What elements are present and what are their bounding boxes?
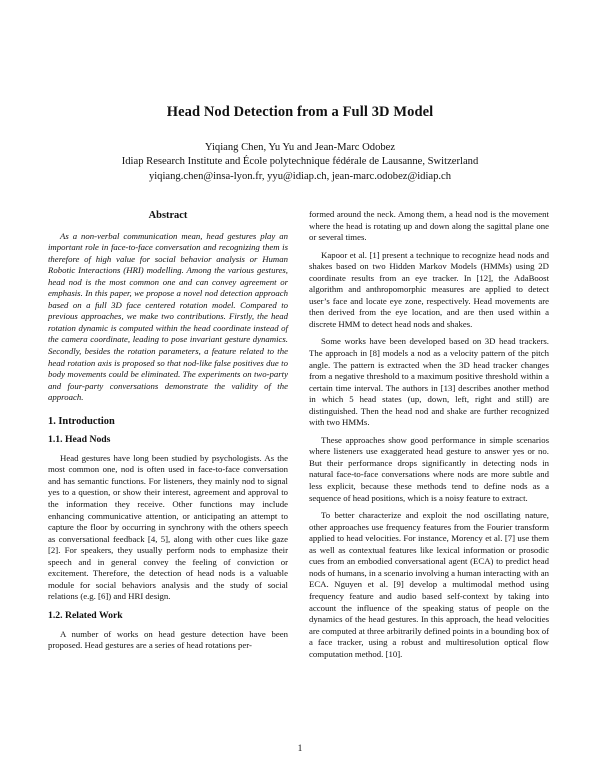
paragraph: To better characterize and exploit the nod oscillating nature, other approaches use frequency features from the Fourier transform applied to head velocities. For instance, Morency et al. [7] use them as well as contextual features like lexical information or prosodic cues from an embodied conversational agent (ECA) to predict head nods of humans, in a scenario involving a human interacting with an ECA. Nguyen et al. [9] develop a multimodal method using frequency feature and audio based self-context by taking into account the influence of the speaking status of people on the dynamics of the head gestures. In this approach, the head velocities are computed at three arbitrarily defined points in a bounding box of a face tracker, using a robust and multiresolution optical flow computation method. [10].: [309, 510, 549, 659]
paper-title: Head Nod Detection from a Full 3D Model: [166, 104, 434, 120]
abstract-heading: Abstract: [148, 210, 188, 221]
author-names: Yiqiang Chen, Yu Yu and Jean-Marc Odobez: [204, 142, 396, 153]
subsection-heading-head-nods: 1.1. Head Nods: [48, 434, 111, 446]
author-emails: yiqiang.chen@insa-lyon.fr, yyu@idiap.ch, jean-marc.odobez@idiap.ch: [148, 170, 452, 182]
left-column: [48, 210, 288, 658]
author-block: [0, 141, 600, 184]
abstract-text: As a non-verbal communication mean, head gestures play an important role in face-to-face conversation and recognizing them is therefore of high value for social behavior analysis or Human Robotic Interactions (HRI) modelling. Among the various gestures, head nod is the most common one and can convey agreement or emphasis. In this paper, we propose a novel nod detection approach based on a full 3D face centered rotation model. Compared to previous approaches, we make two contributions. Firstly, the head rotation dynamic is computed within the head coordinate instead of the camera coordinate, leading to pose invariant gesture dynamics. Secondly, besides the rotation parameters, a feature related to the head rotation axis is proposed so that nod-like false positives due to body movements could be eliminated. The experiments on two-party and four-party conversations demonstrate the validity of the approach.: [48, 230, 288, 403]
subsection-heading-related-work: 1.2. Related Work: [48, 609, 123, 621]
paragraph: These approaches show good performance in simple scenarios where listeners use exaggerated head gesture to answer yes or no. But their performance drops significantly in detecting nods in natural face-to-face conversations where nods are more subtle and less explicit, because these methods tend to define nods as a sequence of head positions, which is a noisy feature to extract.: [309, 434, 549, 503]
right-column: [309, 209, 549, 666]
author-affiliation: Idiap Research Institute and École polytechnique fédérale de Lausanne, Switzerland: [121, 156, 479, 168]
paragraph: formed around the neck. Among them, a head nod is the movement where the head is rotating up and down along the sagittal plane one or several times.: [309, 209, 549, 243]
section-heading-introduction: 1. Introduction: [48, 415, 115, 427]
paragraph: A number of works on head gesture detection have been proposed. Head gestures are a series of head rotations per-: [48, 628, 288, 651]
page-number: 1: [297, 744, 303, 754]
paragraph: Head gestures have long been studied by psychologists. As the most common one, nod is often used in face-to-face conversation and has semantic functions. For listeners, they mainly nod to signal yes to a question, or show their interest, agreement and approval to the information they receive. Other functions may include enhancing communicative attention, or anticipating an attempt to capture the floor by occurring in synchrony with the others speech as conversational feedback [4, 5], along with other cues like gaze [2]. For speakers, they usually perform nods to emphasize their speech and in general convey the feeling of conviction or excitement. Therefore, the detection of head nods is a valuable module for social behaviors analysis and the study of social relations (e.g. [6]) and HRI design.: [48, 452, 288, 602]
paragraph: Kapoor et al. [1] present a technique to recognize head nods and shakes based on two Hidden Markov Models (HMMs) using 2D coordinate results from an eye tracker. In [12], the AdaBoost algorithm and anthropomorphic measures are applied to detect user’s face and locate eye zone, respectively. Head movements are then derived from the eye location, and are then used within a discrete HMM to detect head nods and shakes.: [309, 249, 549, 329]
paragraph: Some works have been developed based on 3D head trackers. The approach in [8] models a nod as a velocity pattern of the pitch angle. The pattern is extracted when the 3D head tracker changes from a negative threshold to a maximum positive threshold within a certain time interval. The authors in [13] describes another method in which 5 head states (up, down, left, right and still) are distinguished. Then the head nod and shake are further recognized with two HMMs.: [309, 336, 549, 428]
